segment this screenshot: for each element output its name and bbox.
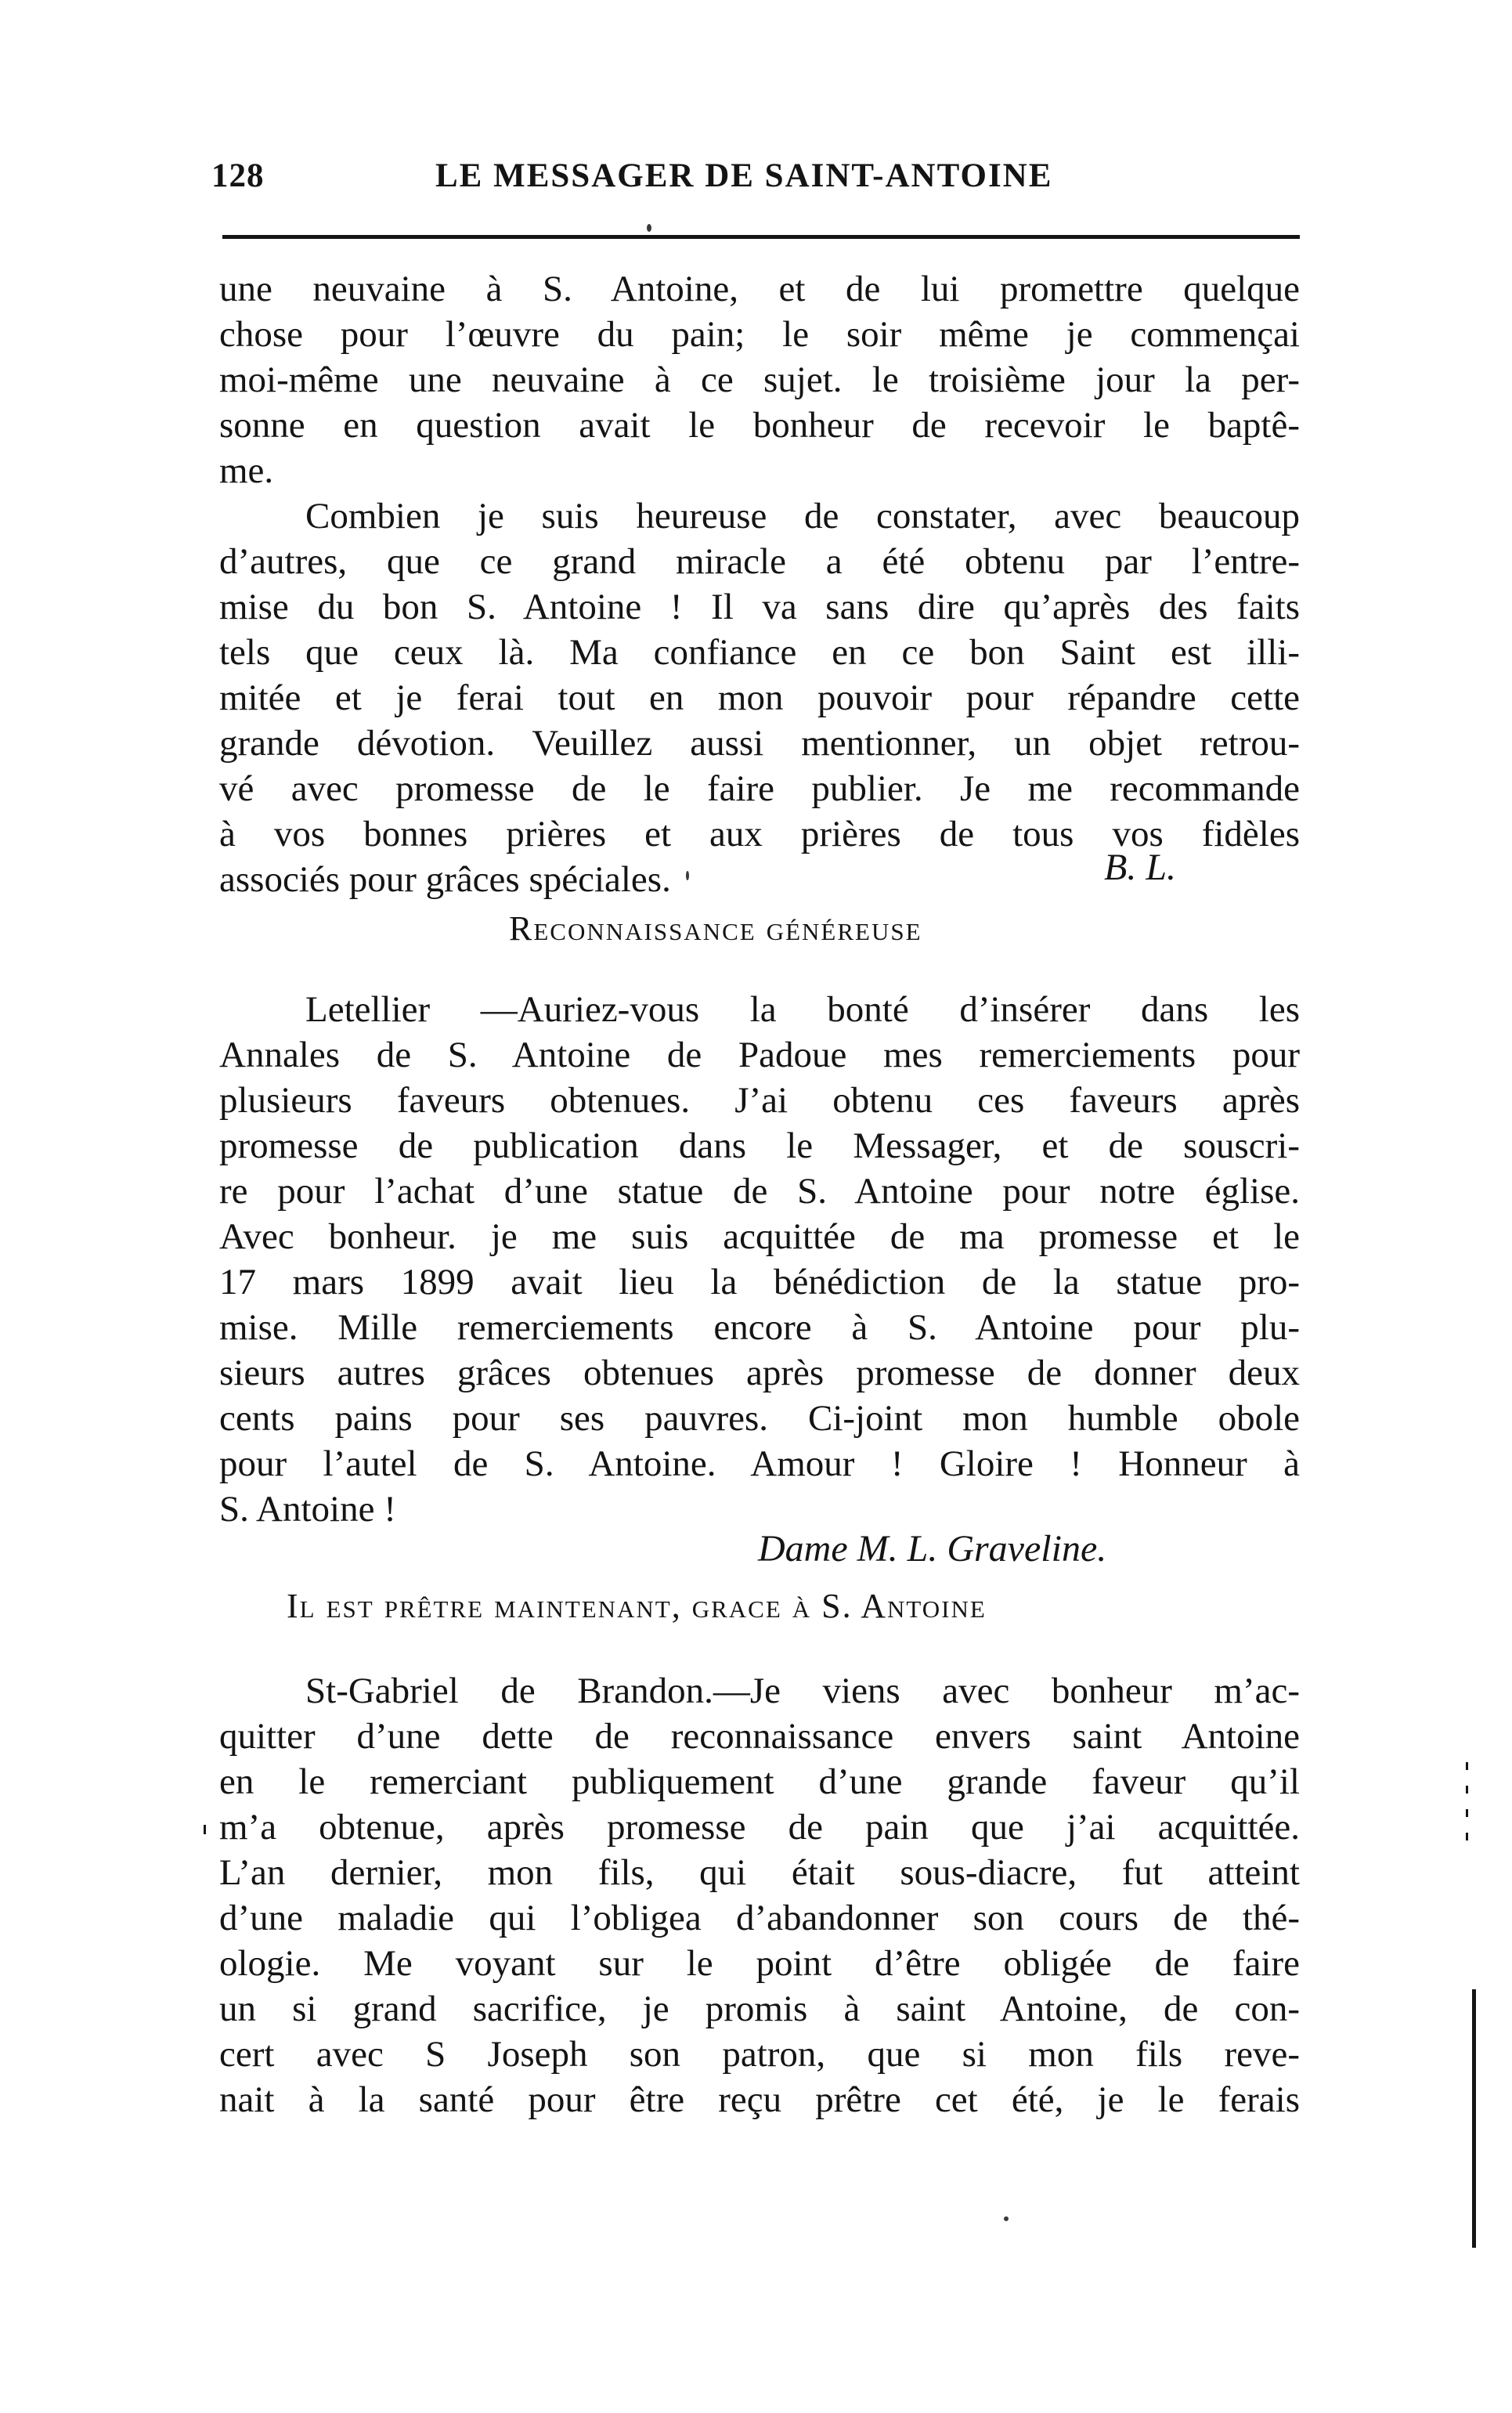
text-line: pour l’autel de S. Antoine. Amour ! Gloire ! Honneur à — [219, 1443, 1300, 1484]
text-line: quitter d’une dette de reconnaissance envers saint Antoine — [219, 1716, 1300, 1757]
text-line: grande dévotion. Veuillez aussi mentionner, un objet retrou- — [219, 723, 1300, 764]
text-line: cents pains pour ses pauvres. Ci-joint mon humble obole — [219, 1398, 1300, 1439]
text-line: sieurs autres grâces obtenues après promesse de donner deux — [219, 1353, 1300, 1393]
text-line: à vos bonnes prières et aux prières de tous vos fidèles — [219, 814, 1300, 854]
text-line: sonne en question avait le bonheur de recevoir le baptê- — [219, 405, 1300, 446]
text-line: une neuvaine à S. Antoine, et de lui promettre quelque — [219, 269, 1300, 309]
text-line: d’autres, que ce grand miracle a été obtenu par l’entre- — [219, 541, 1300, 582]
ink-speck — [686, 871, 689, 880]
text-line: m’a obtenue, après promesse de pain que j’ai acquittée. — [219, 1807, 1300, 1848]
text-line: mitée et je ferai tout en mon pouvoir pour répandre cette — [219, 677, 1300, 718]
text-line: plusieurs faveurs obtenues. J’ai obtenu ces faveurs après — [219, 1080, 1300, 1121]
text-line: S. Antoine ! — [219, 1489, 396, 1530]
section-heading: Reconnaissance généreuse — [509, 909, 922, 948]
text-line: ologie. Me voyant sur le point d’être obligée de faire — [219, 1943, 1300, 1984]
margin-tick — [1466, 1786, 1468, 1793]
margin-tick — [204, 1825, 206, 1834]
text-line: vé avec promesse de le faire publier. Je me recommande — [219, 768, 1300, 809]
text-line: promesse de publication dans le Messager, et de souscri- — [219, 1125, 1300, 1166]
running-head — [211, 157, 1308, 204]
text-line: tels que ceux là. Ma confiance en ce bon Saint est illi- — [219, 632, 1300, 673]
text-line: chose pour l’œuvre du pain; le soir même je commençai — [219, 314, 1300, 355]
journal-title: LE MESSAGER DE SAINT-ANTOINE — [435, 157, 1053, 194]
ink-speck — [1004, 2216, 1009, 2221]
text-line: mise. Mille remerciements encore à S. Antoine pour plu- — [219, 1307, 1300, 1348]
text-line: en le remerciant publiquement d’une grande faveur qu’il — [219, 1761, 1300, 1802]
testimony-now-a-priest — [219, 1668, 1300, 2122]
margin-tick — [1466, 1762, 1468, 1770]
text-line: moi-même une neuvaine à ce sujet. le troisième jour la per- — [219, 359, 1300, 400]
signature-name: Dame M. L. Graveline. — [758, 1528, 1107, 1570]
text-line: mise du bon S. Antoine ! Il va sans dire qu’après des faits — [219, 587, 1300, 627]
header-rule — [222, 235, 1300, 239]
text-line: me. — [219, 450, 274, 491]
text-line: 17 mars 1899 avait lieu la bénédiction de la statue pro- — [219, 1262, 1300, 1302]
ink-speck — [647, 224, 651, 232]
page-number: 128 — [211, 157, 265, 194]
text-line: Letellier —Auriez-vous la bonté d’insérer dans les — [305, 989, 1300, 1030]
text-line: associés pour grâces spéciales. — [219, 859, 671, 900]
signature-initials: B. L. — [1104, 847, 1177, 888]
text-line: Avec bonheur. je me suis acquittée de ma promesse et le — [219, 1216, 1300, 1257]
text-line: re pour l’achat d’une statue de S. Antoine pour notre église. — [219, 1171, 1300, 1212]
text-line: un si grand sacrifice, je promis à saint Antoine, de con- — [219, 1989, 1300, 2029]
text-line: Annales de S. Antoine de Padoue mes remerciements pour — [219, 1035, 1300, 1075]
text-line: d’une maladie qui l’obligea d’abandonner son cours de thé- — [219, 1898, 1300, 1938]
text-line: L’an dernier, mon fils, qui était sous-diacre, fut atteint — [219, 1852, 1300, 1893]
margin-tick — [1466, 1833, 1468, 1840]
text-line: nait à la santé pour être reçu prêtre cet été, je le ferais — [219, 2079, 1300, 2120]
text-line: St-Gabriel de Brandon.—Je viens avec bonheur m’ac- — [305, 1671, 1300, 1711]
testimony-generous-gratitude — [219, 987, 1300, 1532]
margin-tick — [1466, 1809, 1468, 1817]
margin-bar — [1472, 1989, 1476, 2248]
text-line: cert avec S Joseph son patron, que si mon fils reve- — [219, 2034, 1300, 2075]
letter-continuation — [219, 266, 1300, 902]
text-line: Combien je suis heureuse de constater, avec beaucoup — [305, 496, 1300, 536]
section-heading: Il est prêtre maintenant, grace à S. Antoine — [287, 1587, 987, 1625]
